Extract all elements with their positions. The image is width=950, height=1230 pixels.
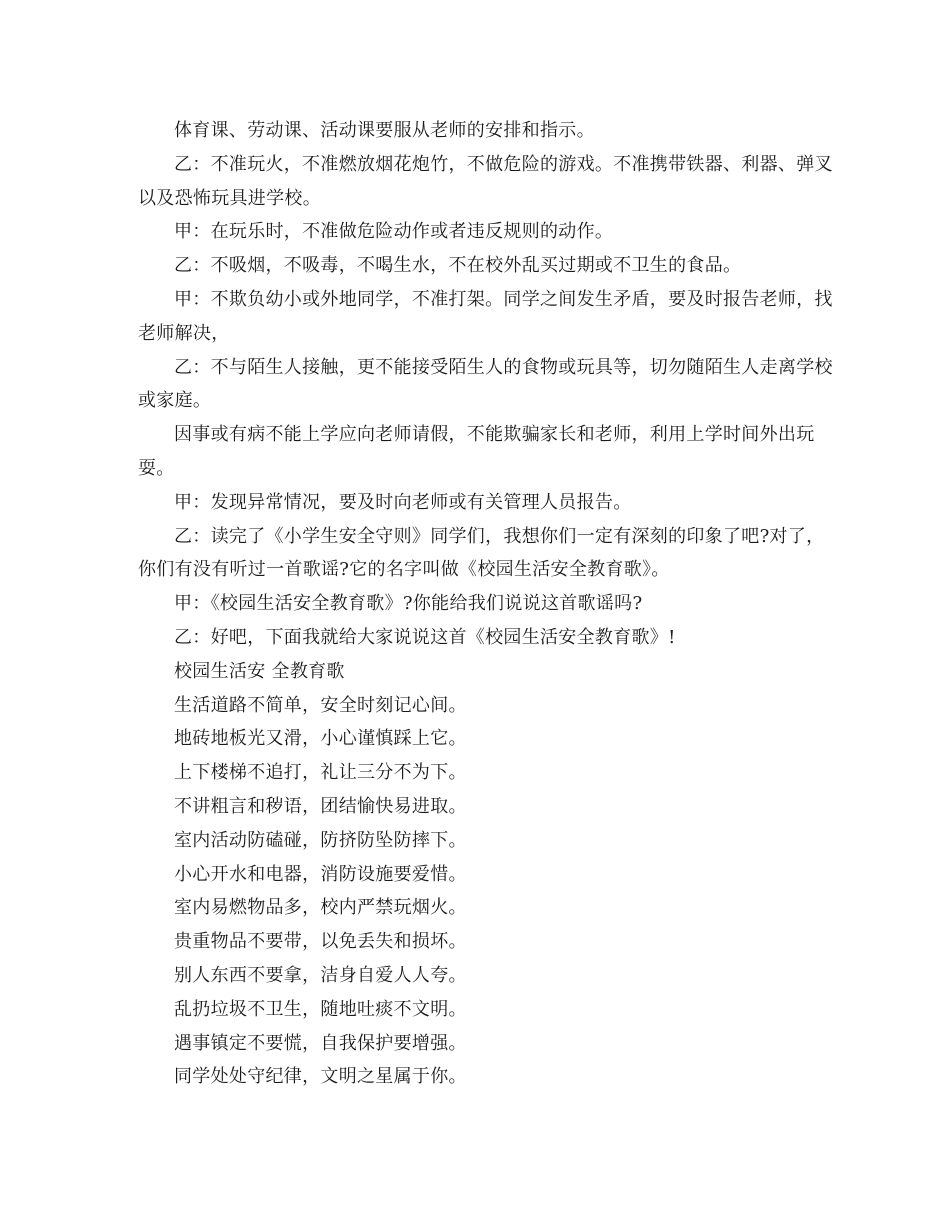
song-line: 生活道路不简单，安全时刻记心间。 <box>174 694 467 716</box>
song-line: 遇事镇定不要慌，自我保护要增强。 <box>174 1032 467 1054</box>
paragraph: 乙：不准玩火，不准燃放烟花炮竹，不做危险的游戏。不准携带铁器、利器、弹叉以及恐怖玩具进学校。 <box>138 153 833 209</box>
song-line: 上下楼梯不追打，礼让三分不为下。 <box>174 762 467 784</box>
song-line: 地砖地板光又滑，小心谨慎踩上它。 <box>174 728 467 750</box>
document-body <box>138 114 838 1094</box>
paragraph: 乙：读完了《小学生安全守则》同学们，我想你们一定有深刻的印象了吧?对了，你们有没有听过一首歌谣?它的名字叫做《校园生活安全教育歌》。 <box>138 525 825 581</box>
paragraph: 甲：发现异常情况，要及时向老师或有关管理人员报告。 <box>174 491 632 513</box>
paragraph: 甲：在玩乐时，不准做危险动作或者违反规则的动作。 <box>174 221 614 243</box>
song-line: 贵重物品不要带，以免丢失和损坏。 <box>174 931 467 953</box>
song-line: 不讲粗言和秽语，团结愉快易进取。 <box>174 795 467 817</box>
paragraph: 甲：《校园生活安全教育歌》?你能给我们说说这首歌谣吗? <box>174 593 643 615</box>
song-line: 小心开水和电器，消防设施要爱惜。 <box>174 863 467 885</box>
paragraph: 甲：不欺负幼小或外地同学，不准打架。同学之间发生矛盾，要及时报告老师，找老师解决， <box>138 288 833 344</box>
song-line: 室内活动防磕碰，防挤防坠防摔下。 <box>174 829 467 851</box>
paragraph: 因事或有病不能上学应向老师请假，不能欺骗家长和老师，利用上学时间外出玩耍。 <box>138 424 815 479</box>
song-line: 室内易燃物品多，校内严禁玩烟火。 <box>174 897 467 919</box>
paragraph: 体育课、劳动课、活动课要服从老师的安排和指示。 <box>174 120 595 141</box>
paragraph: 乙：不与陌生人接触，更不能接受陌生人的食物或玩具等，切勿随陌生人走离学校或家庭。 <box>138 356 833 412</box>
song-line: 乱扔垃圾不卫生，随地吐痰不文明。 <box>174 998 467 1020</box>
song-title: 校园生活安 全教育歌 <box>174 660 345 682</box>
song-line: 别人东西不要拿，洁身自爱人人夸。 <box>174 964 467 986</box>
song-line: 同学处处守纪律，文明之星属于你。 <box>174 1066 467 1088</box>
paragraph: 乙：好吧，下面我就给大家说说这首《校园生活安全教育歌》! <box>174 626 676 648</box>
paragraph: 乙：不吸烟，不吸毒，不喝生水，不在校外乱买过期或不卫生的食品。 <box>174 255 742 277</box>
